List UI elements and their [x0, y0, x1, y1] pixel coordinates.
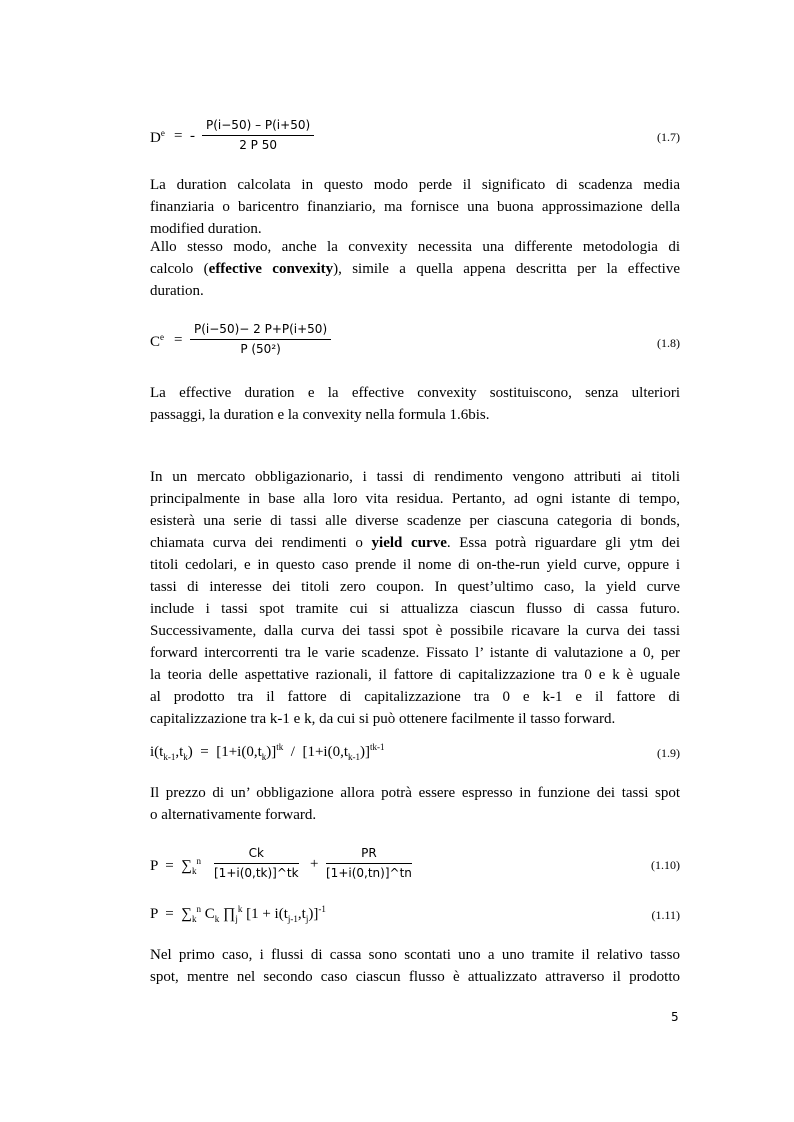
- text-line: o alternativamente forward.: [150, 807, 317, 823]
- equation-1-8: [150, 322, 680, 362]
- text-line: In un mercato obbligazionario, i tassi di rendimento vengono attributi ai titoli: [150, 469, 680, 485]
- eq-1-10-plus: +: [310, 856, 319, 872]
- text-line: spot, mentre nel secondo caso ciascun flusso è attualizzato attraverso il prodotto: [150, 969, 680, 985]
- text-line: Nel primo caso, i flussi di cassa sono scontati uno a uno tramite il relativo tasso: [150, 947, 680, 963]
- text-line: esisterà una serie di tassi alle diverse scadenze per ciascuna categoria di bonds,: [150, 513, 680, 529]
- text-line: Allo stesso modo, anche la convexity necessita una differente metodologia di: [150, 239, 680, 255]
- eq-1-11-expression: $P = \sum_k^n$ $C_k$ $\prod_j^k$ $[1 + i(t_{j-1},t_j)]^{-1}$: [150, 904, 326, 924]
- eq-1-10-denominator-2: [1+i(0,tn)]^tn: [326, 866, 412, 880]
- equation-1-10: [150, 846, 680, 886]
- text-line: forward intercorrenti tra le varie scadenze. Fissato l’ istante di valutazione a 0, per: [150, 645, 680, 661]
- eq-1-10-fraction-redemption: [326, 846, 412, 880]
- text-line: Il prezzo di un’ obbligazione allora potrà essere espresso in funzione dei tassi spot: [150, 785, 680, 801]
- eq-1-7-fraction: [202, 118, 314, 152]
- paragraph-discounting: [150, 944, 680, 988]
- text-line: include i tassi spot tramite cui si attualizza ciascun flusso di cassa futuro.: [150, 601, 680, 617]
- eq-1-10-number: (1.10): [651, 858, 680, 872]
- eq-1-10-numerator-2: PR: [326, 846, 412, 864]
- eq-1-8-lhs: Ce: [150, 332, 165, 350]
- eq-1-8-number: (1.8): [657, 336, 680, 350]
- eq-1-10-lhs: $P = \sum_k^n$: [150, 856, 201, 876]
- paragraph-effective-convexity: [150, 236, 680, 302]
- equation-1-9: [150, 742, 680, 766]
- eq-1-7-rel: = -: [174, 128, 195, 144]
- paragraph-yield-curve: [150, 466, 680, 730]
- text-line: chiamata curva dei rendimenti o yield curve. Essa potrà riguardare gli ytm dei: [150, 535, 680, 551]
- paragraph-duration-note: [150, 174, 680, 240]
- paragraph-price-bond: [150, 782, 680, 826]
- eq-1-10-denominator-1: [1+i(0,tk)]^tk: [214, 866, 299, 880]
- eq-1-7-numerator: P(i−50) – P(i+50): [202, 118, 314, 136]
- text-line: titoli cedolari, e in questo caso prende il nome di on-the-run yield curve, oppure i: [150, 557, 680, 573]
- text-line: finanziaria o baricentro finanziario, ma fornisce una buona approssimazione della: [150, 199, 680, 215]
- eq-1-7-lhs: De: [150, 128, 165, 146]
- eq-1-8-fraction: [190, 322, 331, 356]
- text-line: capitalizzazione tra k-1 e k, da cui si può ottenere facilmente il tasso forward.: [150, 711, 616, 727]
- eq-1-9-number: (1.9): [657, 746, 680, 760]
- eq-1-10-fraction-coupon: [214, 846, 299, 880]
- equation-1-11: [150, 904, 680, 928]
- eq-1-7-denominator: 2 P 50: [239, 138, 277, 152]
- page-number: 5: [671, 1010, 679, 1024]
- eq-1-8-numerator: P(i−50)− 2 P+P(i+50): [190, 322, 331, 340]
- eq-1-10-numerator-1: Ck: [214, 846, 299, 864]
- text-line: al prodotto tra il fattore di capitalizzazione tra 0 e k-1 e il fattore di: [150, 689, 680, 705]
- text-line: Successivamente, dalla curva dei tassi spot è possibile ricavare la curva dei tassi: [150, 623, 680, 639]
- text-line: la teoria delle aspettative razionali, il fattore di capitalizzazione tra 0 e k è uguale: [150, 667, 680, 683]
- text-line: La duration calcolata in questo modo perde il significato di scadenza media: [150, 177, 680, 193]
- paragraph-substitution: [150, 382, 680, 426]
- term-yield-curve: yield curve: [371, 535, 447, 551]
- equation-1-7: [150, 118, 680, 158]
- text-line: duration.: [150, 283, 204, 299]
- text-line: La effective duration e la effective convexity sostituiscono, senza ulteriori: [150, 385, 680, 401]
- text-line: tassi di interesse dei titoli zero coupon. In quest’ultimo caso, la yield curve: [150, 579, 680, 595]
- text-line: passaggi, la duration e la convexity nella formula 1.6bis.: [150, 407, 490, 423]
- term-effective-convexity: effective convexity: [208, 261, 334, 277]
- eq-1-8-denominator: P (50²): [240, 342, 281, 356]
- eq-1-8-rel: =: [174, 332, 183, 348]
- eq-1-11-number: (1.11): [651, 908, 680, 922]
- eq-1-7-number: (1.7): [657, 130, 680, 144]
- text-line: principalmente in base alla loro vita residua. Pertanto, ad ogni istante di tempo,: [150, 491, 680, 507]
- text-line: calcolo (effective convexity), simile a quella appena descritta per la effective: [150, 261, 680, 277]
- eq-1-9-expression: $i(t_{k-1},t_k) = [1+i(0,t_k)]^{tk} / [1+i(0,t_{k-1})]^{tk-1}$: [150, 742, 385, 762]
- text-line: modified duration.: [150, 221, 262, 237]
